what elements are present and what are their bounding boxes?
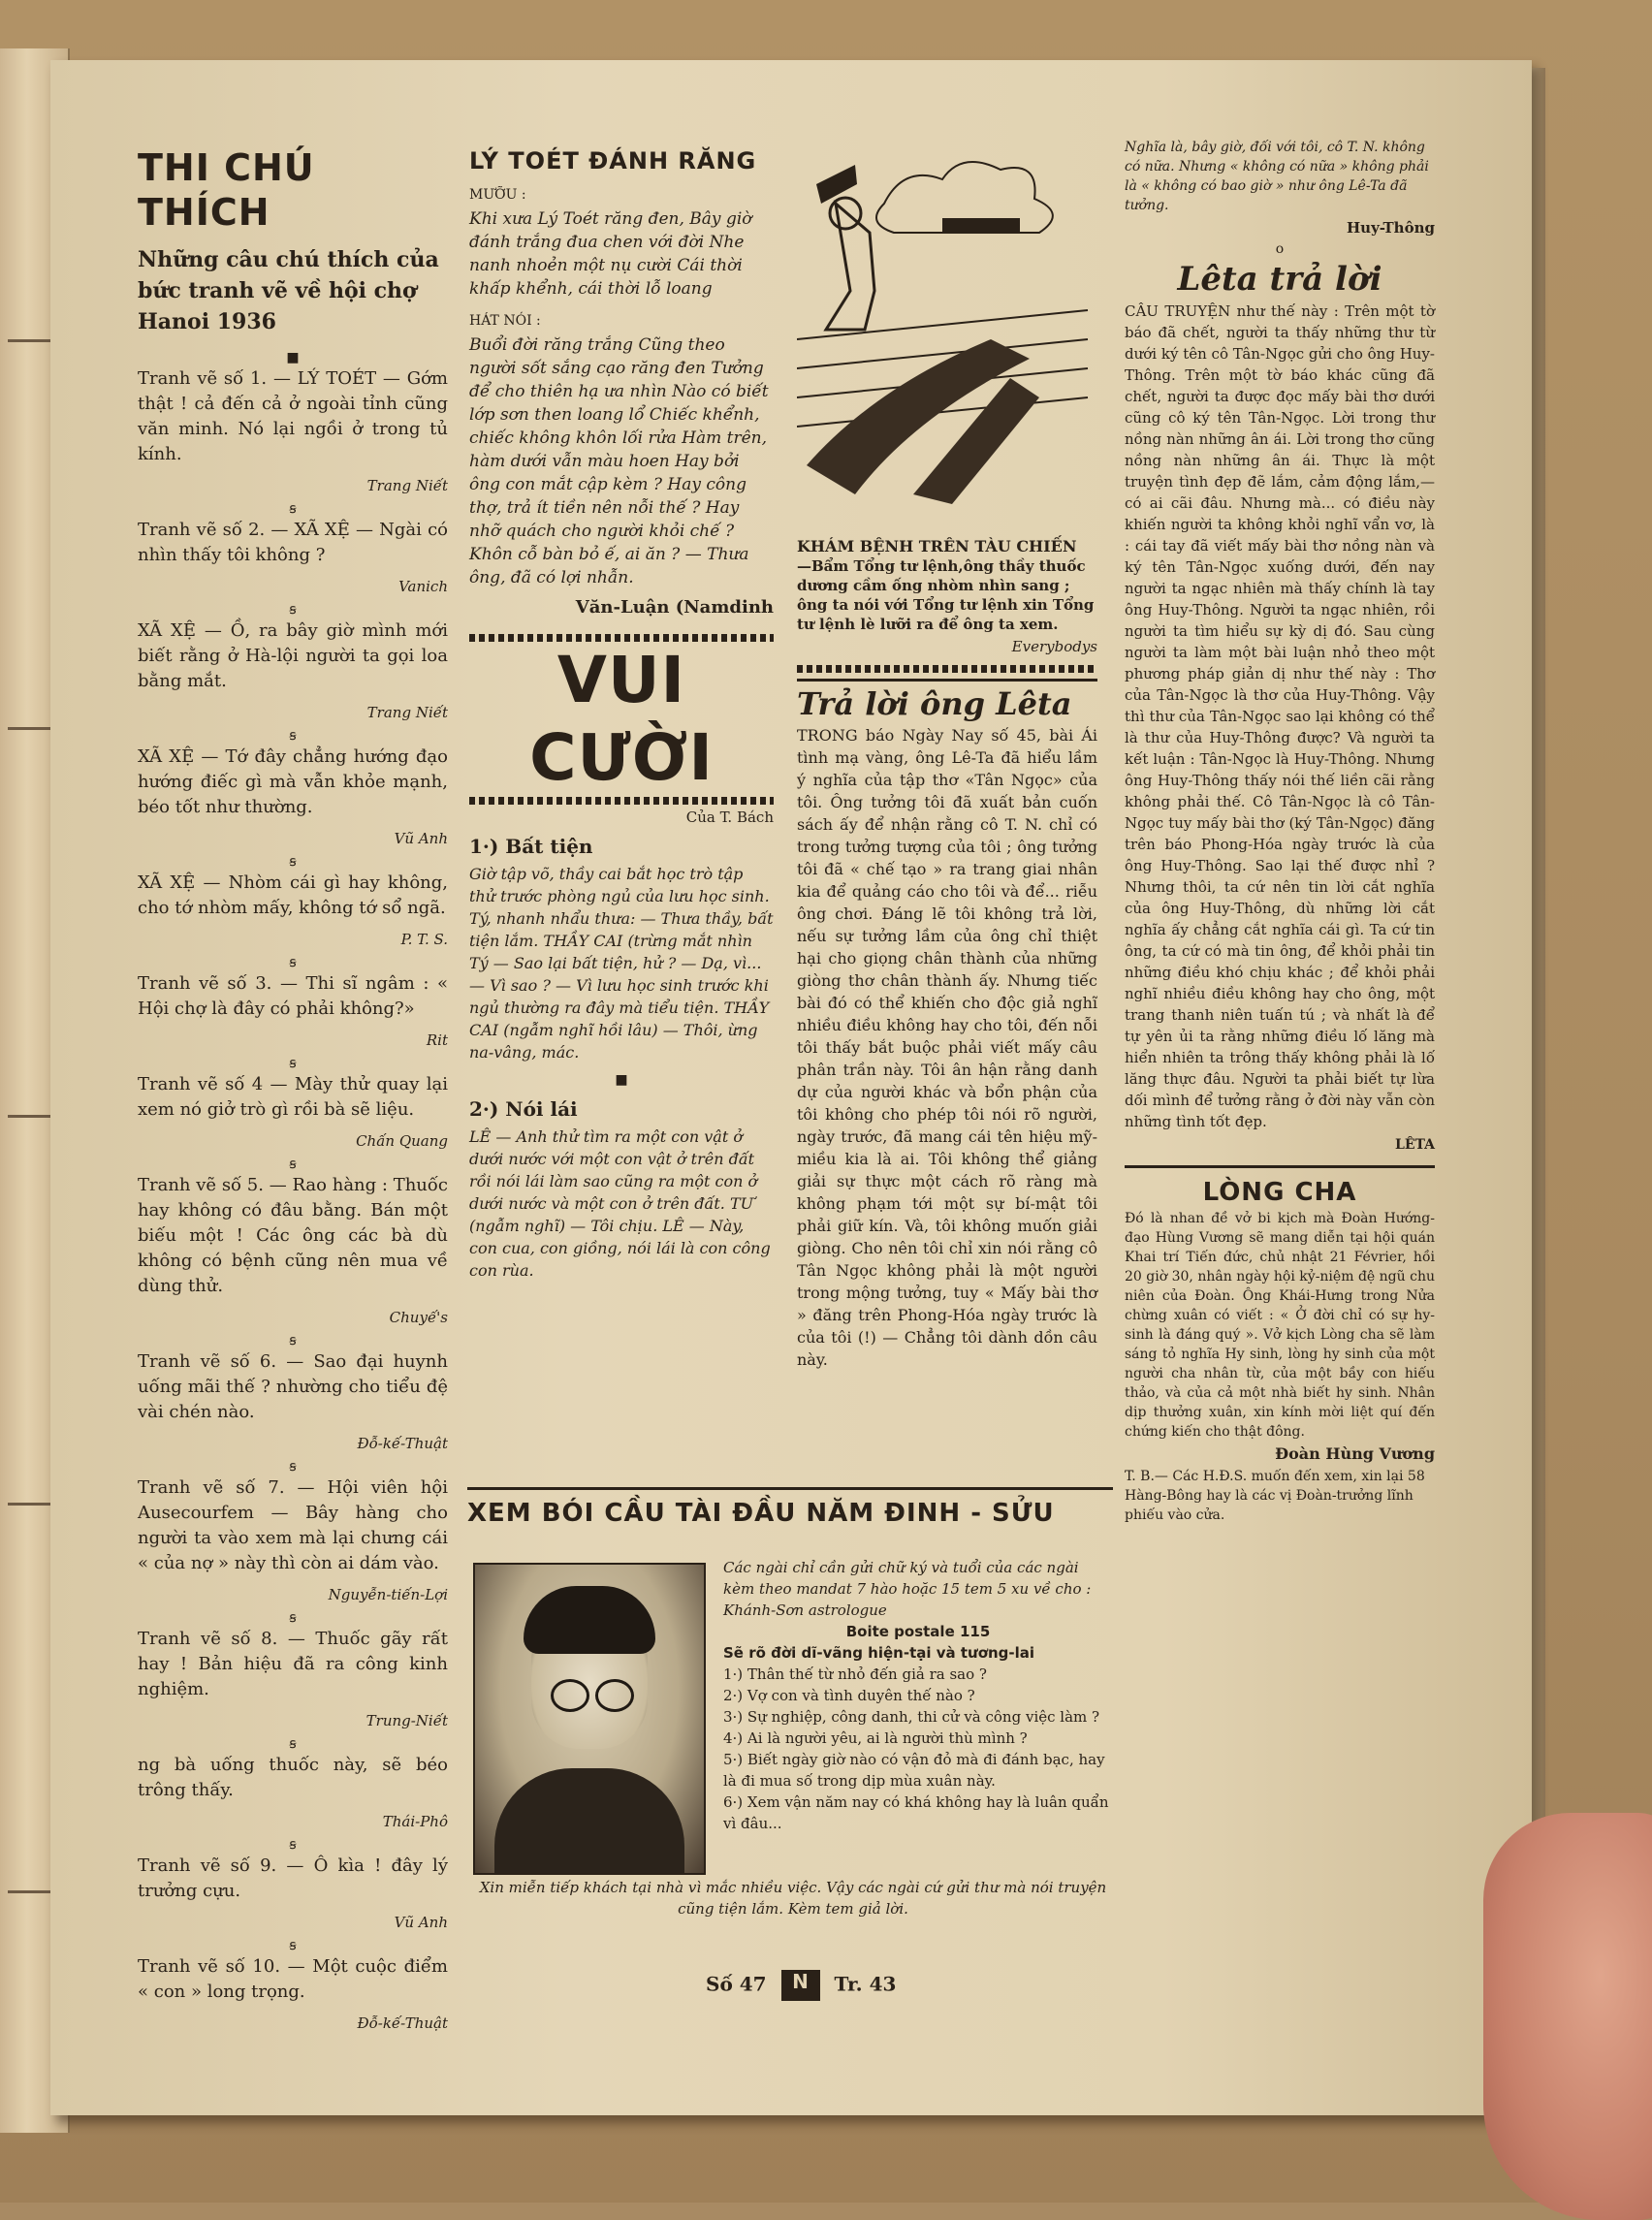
ornament-mark: ꞩ bbox=[289, 501, 297, 517]
section-title: THI CHÚ THÍCH bbox=[138, 146, 315, 234]
ad-body bbox=[723, 1557, 1113, 1834]
reply-tail-signature: Huy-Thông bbox=[1346, 219, 1435, 237]
poem-title: LÝ TOÉT ĐÁNH RĂNG bbox=[469, 147, 757, 174]
long-cha-title: LÒNG CHA bbox=[1202, 1178, 1357, 1207]
cartoon-illustration bbox=[797, 145, 1090, 525]
poem-label-muoi: MƯỠU : bbox=[469, 187, 526, 203]
poem-label-hat-noi: HÁT NÓI : bbox=[469, 313, 541, 329]
caption-entry-signature: Trung-Niết bbox=[365, 1712, 448, 1729]
ad-intro: Các ngài chỉ cần gửi chữ ký và tuổi của các ngài kèm theo mandat 7 hào hoặc 15 tem 5 xu về cho : Khánh-Sơn astrologue bbox=[723, 1559, 1092, 1619]
ornament-mark: ꞩ bbox=[289, 1837, 297, 1853]
caption-entry-text: XÃ XỆ — Tớ đây chẳng hướng đạo hướng điếc gì mà vẫn khỏe mạnh, béo tốt như thường. bbox=[138, 746, 448, 817]
caption-entry-text: Tranh vẽ số 9. — Ô kìa ! đây lý trưởng cựu. bbox=[138, 1855, 448, 1901]
joke-2-title: 2·) Nói lái bbox=[469, 1097, 578, 1121]
caption-entry-text: Tranh vẽ số 5. — Rao hàng : Thuốc hay không có đâu bằng. Bán một biếu một ! Các ông các bà dù không có bệnh cũng nên mua về dùng thử. bbox=[138, 1175, 448, 1296]
article-text: TRONG báo Ngày Nay số 45, bài Ái tình mạ vàng, ông Lê-Ta đã hiểu lầm ý nghĩa của tập thơ «Tân Ngọc» của tôi. Ông tưởng tôi đã xuất bản cuốn sách ấy để nhận rằng cô T. N. chỉ có trong tưởng tượng của tôi ; ông tưởng tôi đã « chế tạo » ra trang giai nhân kia để quảng cáo cho tôi và để... riễu ông chơi. Đáng lẽ tôi không trả lời, nếu sự tưởng lầm của ông chỉ thiệt hại cho giọng chân thành của những giòng thơ chân thành ấy. Nhưng tiếc bài đó có thể khiến cho độc giả nghĩ nhiều điều không hay cho tôi, đến nỗi tôi thấy bắt buộc phải viết mấy câu phân trần này. Tôi ân hận rằng danh dự của người khác và bổn phận của tôi không cho phép tôi nói rõ người, ngày trước, đã mang cái tên hiệu mỹ-miều kia là ai. Tôi không thể giảng giải sự thực một cách rõ ràng mà không phạm tới một sự bí-mật tôi phải giữ kín. Và, tôi không muốn giải giòng. Cho nên tôi chỉ xin nói rằng cô Tân Ngọc không phải là một người trong mộng tưởng, tuy « Mấy bài thơ » đăng trên Phong-Hóa ngày trước là của tôi (!) — Chẳng tôi dành dồn câu này. bbox=[797, 726, 1097, 1369]
caption-entry-signature: Chấn Quang bbox=[356, 1132, 448, 1150]
column-thi-chu-thich bbox=[138, 145, 448, 2040]
ad-xem-boi bbox=[467, 1487, 1113, 1531]
caption-entry-signature: Trang Niết bbox=[366, 704, 448, 721]
column-ly-toet bbox=[469, 145, 774, 1282]
glasses-lens bbox=[595, 1679, 634, 1712]
divider-mark: o bbox=[1275, 241, 1285, 257]
ad-list-item: 3·) Sự nghiệp, công danh, thi cử và công việc làm ? bbox=[723, 1708, 1100, 1726]
page-footer bbox=[706, 1970, 896, 2001]
portrait-photo bbox=[473, 1563, 706, 1875]
ad-list-item: 6·) Xem vận năm nay có khá không hay là luân quẩn vì đâu... bbox=[723, 1793, 1109, 1832]
hand bbox=[1483, 1813, 1652, 2220]
ornament-mark: ꞩ bbox=[289, 1333, 297, 1348]
caption-entry-text: Tranh vẽ số 10. — Một cuộc điểm « con » long trọng. bbox=[138, 1956, 448, 2002]
long-cha-note: T. B.— Các H.Đ.S. muốn đến xem, xin lại 58 Hàng-Bông hay là các vị Đoàn-trưởng lĩnh phiếu vào cửa. bbox=[1125, 1469, 1425, 1523]
binding-stitch bbox=[8, 1115, 56, 1118]
portrait-suit bbox=[494, 1768, 684, 1873]
wavy-rule bbox=[469, 797, 774, 805]
ad-title: XEM BÓI CẦU TÀI ĐẦU NĂM ĐINH - SỬU bbox=[467, 1499, 1055, 1528]
leta-signature: LÊTA bbox=[1394, 1137, 1435, 1153]
leta-title: Lêta trả lời bbox=[1177, 260, 1382, 299]
ad-list-item: 5·) Biết ngày giờ nào có vận đỏ mà đi đánh bạc, hay là đi mua số trong dịp mùa xuân này. bbox=[723, 1751, 1105, 1790]
caption-entry-text: Tranh vẽ số 7. — Hội viên hội Ausecourfem — Bây hàng cho người ta vào xem mà lại chưng cái « của nợ » này thì còn ai dám vào. bbox=[138, 1477, 448, 1573]
glasses-lens bbox=[551, 1679, 589, 1712]
caption-entry-text: ng bà uống thuốc này, sẽ béo trông thấy. bbox=[138, 1755, 448, 1800]
divider-mark: ■ bbox=[615, 1072, 628, 1088]
cartoon-caption-text: —Bẩm Tổng tư lệnh,ông thầy thuốc dương cầm ống nhòm nhìn sang ; ông ta nói với Tổng tư lệnh xin Tổng tư lệnh lè lưỡi ra để ông ta xem. bbox=[797, 557, 1095, 633]
ornament-mark: ꞩ bbox=[289, 1056, 297, 1071]
caption-entry-text: XÃ XỆ — Nhòm cái gì hay không, cho tớ nhòm mấy, không tớ sổ ngã. bbox=[138, 872, 448, 918]
caption-entry-signature: Vũ Anh bbox=[394, 830, 448, 847]
rule bbox=[467, 1487, 1113, 1490]
ad-list-item: 2·) Vợ con và tình duyên thế nào ? bbox=[723, 1687, 975, 1704]
caption-entry-signature: Nguyễn-tiến-Lợi bbox=[328, 1586, 448, 1603]
ad-note: Xin miễn tiếp khách tại nhà vì mắc nhiều việc. Vậy các ngài cứ gửi thư mà nói truyện cũng tiện lắm. Kèm tem giả lời. bbox=[479, 1879, 1107, 1918]
column-leta-tra-loi bbox=[1125, 138, 1435, 1525]
caption-entry-signature: Rit bbox=[426, 1031, 448, 1049]
ornament-mark: ꞩ bbox=[289, 602, 297, 618]
ornament-mark: ꞩ bbox=[289, 1736, 297, 1752]
caption-entry-signature: Đỗ-kế-Thuật bbox=[357, 1435, 448, 1452]
rule bbox=[1125, 1165, 1435, 1168]
ad-heading: Sẽ rõ đời dĩ-vãng hiện-tại và tương-lai bbox=[723, 1644, 1035, 1662]
joke-1-text: Giờ tập võ, thầy cai bắt học trò tập thử trước phòng ngủ của lưu học sinh. Tý, nhanh nhẩu thưa: — Thưa thầy, bất tiện lắm. THẦY CAI (trừng mắt nhìn Tý — Sao lại bất tiện, hử ? — Dạ, vì... — Vì sao ? — Vì lưu học sinh trước khi ngủ thường ra đây mà tiểu tiện. THẦY CAI (ngẫm nghĩ hồi lâu) — Thôi, ừng na-vâng, mác. bbox=[469, 865, 774, 1062]
long-cha-text: Đó là nhan đề vở bi kịch mà Đoàn Hướng-đạo Hùng Vương sẽ mang diễn tại hội quán Khai trí Tiến đức, chủ nhật 21 Février, hồi 20 giờ 30, nhân ngày hội kỷ-niệm đệ ngũ chu niên của Đoàn. Ông Khái-Hưng trong Nửa chừng xuân có viết : « Ở đời chỉ có sự hy-sinh là đáng quý ». Vở kịch Lòng cha sẽ làm sáng tỏ nghĩa Hy sinh, lòng hy sinh của một người cha nhân từ, của một bầy con hiếu thảo, và của cả một nhà biết hy sinh. Nhân dịp thưởng xuân, xin kính mời liệt quí đến chứng kiến cho thật đông. bbox=[1125, 1211, 1435, 1440]
vui-cuoi-title: VUI CƯỜI bbox=[529, 643, 714, 795]
ornament-mark: ꞩ bbox=[289, 1157, 297, 1172]
binding-stitch bbox=[8, 339, 56, 342]
caption-entry-signature: Vũ Anh bbox=[394, 1914, 448, 1931]
ad-list-item: 4·) Ai là người yêu, ai là người thù mình ? bbox=[723, 1729, 1028, 1747]
binding-stitch bbox=[8, 727, 56, 730]
binding-stitch bbox=[8, 1503, 56, 1506]
divider-mark: ■ bbox=[286, 350, 300, 365]
caption-entry-signature: Trang Niết bbox=[366, 477, 448, 494]
joke-1-title: 1·) Bất tiện bbox=[469, 835, 593, 858]
poem-muoi-text: Khi xưa Lý Toét răng đen, Bây giờ đánh trắng đua chen với đời Nhe nanh nhoẻn một nụ cười Cái thời khấp khểnh, cái thời lỗ loang bbox=[469, 209, 752, 299]
ornament-mark: ꞩ bbox=[289, 854, 297, 870]
column-tra-loi-ong-leta bbox=[797, 145, 1097, 1371]
caption-entry-text: XÃ XỆ — Ồ, ra bây giờ mình mới biết rằng ở Hà-lội người ta gọi loa bằng mắt. bbox=[138, 620, 448, 691]
reply-tail-text: Nghĩa là, bây giờ, đối với tôi, cô T. N. không có nữa. Nhưng « không có nữa » không phải là « không có bao giờ » như ông Lê-Ta đã tưởng. bbox=[1125, 140, 1429, 213]
ad-item-list bbox=[723, 1664, 1113, 1834]
ornament-mark: ꞩ bbox=[289, 1459, 297, 1475]
issue-number: Số 47 bbox=[706, 1972, 767, 1996]
caption-entry-text: Tranh vẽ số 3. — Thi sĩ ngâm : « Hội chợ là đây có phải không?» bbox=[138, 973, 448, 1019]
page-number: Tr. 43 bbox=[834, 1972, 897, 1996]
caption-entries bbox=[138, 366, 448, 2036]
caption-entry-signature: Thái-Phô bbox=[382, 1813, 448, 1830]
binding-stitch bbox=[8, 1890, 56, 1893]
wavy-rule bbox=[469, 634, 774, 642]
joke-2-text: LÊ — Anh thử tìm ra một con vật ở dưới nước với một con vật ở trên đất rồi nói lái làm sao cũng ra một con ở dưới nước và một con ở trên đất. TƯ (ngẫm nghĩ) — Tôi chịu. LÊ — Này, con cua, con giồng, nói lái là con công con rùa. bbox=[469, 1127, 771, 1280]
caption-entry-text: Tranh vẽ số 6. — Sao đại huynh uống mãi thế ? nhường cho tiểu đệ vài chén nào. bbox=[138, 1351, 448, 1422]
ornament-mark: ꞩ bbox=[289, 728, 297, 744]
masthead-logo: N bbox=[781, 1970, 820, 2001]
cartoon-source: Everybodys bbox=[1011, 638, 1097, 655]
leta-text: CÂU TRUYỆN như thế này : Trên một tờ báo đã chết, người ta thấy những thư từ dưới ký tên cô Tân-Ngọc gửi cho ông Huy-Thông. Trên một tờ báo khác cũng đã chết, người ta được đọc mấy bài thơ dưới cũng cô ký tên Tân-Ngọc. Lời trong thư nồng nàn những ân ái. Lời trong thơ cũng nồng nàn những ân ái. Thực là một truyện tình đẹp đẽ lắm, cảm động lắm,— có ai cãi đâu. Nhưng mà... có điều này khiến người ta không khỏi nghĩ vẩn vơ, là : cái tay đã viết mấy bài thơ nồng nàn và ký tên Tân-Ngọc xuống dưới, đến nay người ta ngạc nhiên mà thấy chính là tay ông Huy-Thông. Người ta ngạc nhiên, rồi người ta tìm hiểu sự kỳ dị đó. Sau cùng người ta làm một bài luận nhỏ theo một phương pháp giản dị như thế này : Thơ của Tân-Ngọc là thơ của Huy-Thông. Vậy thì thư của Tân-Ngọc sao lại không có thể là thư của Huy-Thông được? Và người ta kết luận : Tân-Ngọc là Huy-Thông. Nhưng ông Huy-Thông thấy nói thế liền cãi rằng không phải thế. Cô Tân-Ngọc là cô Tân-Ngọc tuy mấy bài thơ (ký Tân-Ngọc) đăng trên báo Phong-Hóa ngày trước là của ông Huy-Thông. Sao lại thế được nhỉ ? Nhưng thôi, ta cứ nên tin lời cắt nghĩa của ông Huy-Thông, dù những lời cắt nghĩa ấy chẳng cắt nghĩa cái gì. Ta cứ tin ông, ta cứ có mà tin ông, để khỏi phải tin những điều khó chịu khác ; để khỏi phải nghĩ nhiều điều không hay cho ông, một trang thanh niên tuấn tú ; và nhất là để tự yên ủi ta rằng những điều lố lăng mà hiển nhiên ta trông thấy không phải là lố lăng thực đâu. Người ta phải biết tự lừa dối mình để tưởng rằng ở đời này vẫn còn những tình tốt đẹp. bbox=[1125, 302, 1435, 1130]
poem-hat-noi-text: Buổi đời răng trắng Cũng theo người sốt sắng cạo răng đen Tưởng để cho thiên hạ ưa nhìn Nào có biết lớp sơn then loang lổ Chiếc khểnh, chiếc không khôn lối rửa Hàm trên, hàm dưới vẫn màu hoen Hay bởi ông con mắt cập kèm ? Hay công thợ, trả ít tiền nên nỗi thế ? Hay nhỡ quách cho người khỏi chế ? Khôn cỗ bàn bỏ ế, ai ăn ? — Thưa ông, đã có lợi nhẫn. bbox=[469, 335, 769, 587]
ornament-mark: ꞩ bbox=[289, 1610, 297, 1626]
caption-entry-text: Tranh vẽ số 2. — XÃ XỆ — Ngài có nhìn thấy tôi không ? bbox=[138, 520, 448, 565]
caption-entry-text: Tranh vẽ số 4 — Mày thử quay lại xem nó giở trò gì rồi bà sẽ liệu. bbox=[138, 1074, 448, 1120]
wavy-rule bbox=[797, 665, 1097, 673]
caption-entry-signature: Đỗ-kế-Thuật bbox=[357, 2014, 448, 2032]
cartoon-caption-title: KHÁM BỆNH TRÊN TÀU CHIẾN bbox=[797, 537, 1077, 555]
caption-entry-text: Tranh vẽ số 8. — Thuốc gãy rất hay ! Bản hiệu đã ra công kinh nghiệm. bbox=[138, 1629, 448, 1699]
caption-entry-signature: P. T. S. bbox=[400, 931, 448, 948]
caption-entry-text: Tranh vẽ số 1. — LÝ TOÉT — Gớm thật ! cả đến cả ở ngoài tỉnh cũng văn minh. Nó lại ngồi ở trong tủ kính. bbox=[138, 368, 448, 464]
ad-box: Boite postale 115 bbox=[845, 1623, 991, 1640]
long-cha-signature: Đoàn Hùng Vương bbox=[1275, 1444, 1435, 1463]
caption-entry-signature: Vanich bbox=[398, 578, 448, 595]
caption-entry-signature: Chuyế's bbox=[389, 1309, 448, 1326]
portrait-hair bbox=[524, 1586, 655, 1654]
ornament-mark: ꞩ bbox=[289, 955, 297, 970]
vui-cuoi-byline: Của T. Bách bbox=[685, 809, 774, 826]
ad-list-item: 1·) Thân thế từ nhỏ đến giả ra sao ? bbox=[723, 1665, 987, 1683]
article-title: Trả lời ông Lêta bbox=[797, 679, 1097, 724]
poem-author: Văn-Luận (Namdinh bbox=[575, 597, 774, 618]
section-subtitle: Những câu chú thích của bức tranh vẽ về hội chợ Hanoi 1936 bbox=[138, 247, 439, 334]
ornament-mark: ꞩ bbox=[289, 1938, 297, 1953]
